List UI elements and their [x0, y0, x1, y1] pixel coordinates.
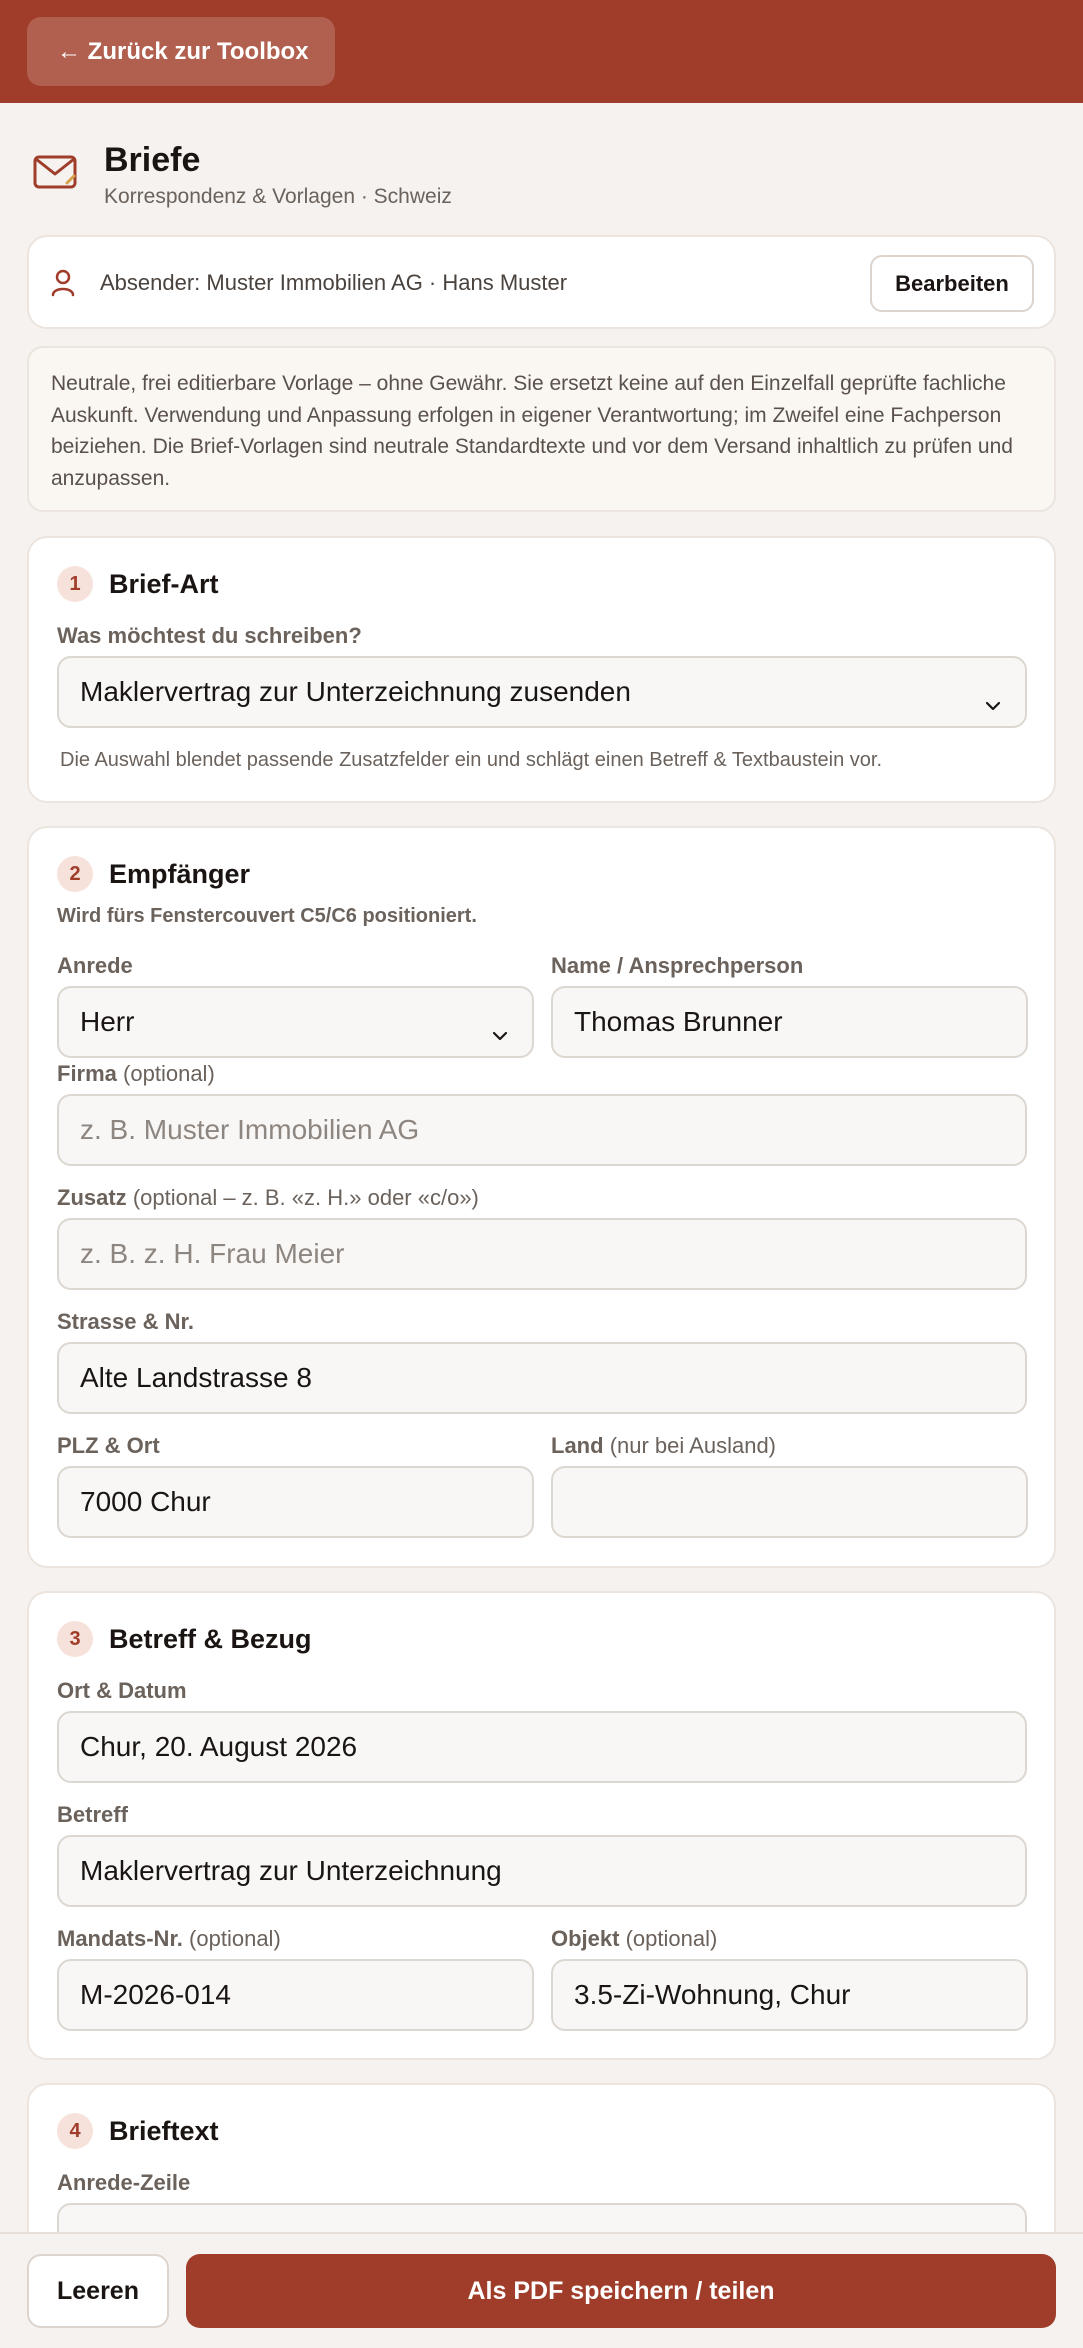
- brief-type-value: Maklervertrag zur Unterzeichnung zusenden: [80, 676, 631, 707]
- company-field[interactable]: [57, 1094, 1027, 1166]
- object-field[interactable]: [551, 1959, 1028, 2031]
- section-header: [57, 1621, 312, 1657]
- section-number: 1: [57, 566, 93, 602]
- section-number: 3: [57, 1621, 93, 1657]
- page-title: Briefe: [104, 141, 201, 179]
- mail-icon: [33, 153, 79, 196]
- object-value: 3.5-Zi-Wohnung, Chur: [574, 1979, 851, 2010]
- salutation-value: Herr: [80, 1006, 135, 1037]
- section-header: [57, 566, 219, 602]
- zip-city-value: 7000 Chur: [80, 1486, 211, 1517]
- street-value: Alte Landstrasse 8: [80, 1362, 312, 1393]
- section-header: [57, 856, 250, 892]
- extra-optional: (optional – z. B. «z. H.» oder «c/o»): [132, 1185, 479, 1210]
- country-field[interactable]: [551, 1466, 1028, 1538]
- date-value: Chur, 20. August 2026: [80, 1731, 358, 1762]
- company-optional: (optional): [123, 1061, 215, 1086]
- sender-text: Absender: Muster Immobilien AG · Hans Muster: [100, 270, 568, 295]
- edit-sender-button[interactable]: Bearbeiten: [870, 255, 1034, 312]
- street-label: Strasse & Nr.: [57, 1309, 194, 1334]
- country-label: [551, 1433, 776, 1459]
- greeting-label: Anrede-Zeile: [57, 2170, 191, 2195]
- zip-label: PLZ & Ort: [57, 1433, 160, 1458]
- company-placeholder: z. B. Muster Immobilien AG: [80, 1114, 420, 1145]
- mandate-label: [57, 1926, 281, 1952]
- back-button-label: ← Zurück zur Toolbox: [57, 37, 309, 65]
- section-betreff: [27, 1591, 1056, 2060]
- section-empfaenger: [27, 826, 1056, 1568]
- date-field[interactable]: [57, 1711, 1027, 1783]
- section-brief-art: [27, 536, 1056, 803]
- salutation-select[interactable]: [57, 986, 534, 1058]
- extra-label: [57, 1185, 479, 1211]
- disclaimer-notice: Neutrale, frei editierbare Vorlage – ohne Gewähr. Sie ersetzt keine auf den Einzelfall geprüfte fachliche Auskunft. Verwendung und Anpassung erfolgen in eigener Verantwortung; im Zweifel eine Fachperson beiziehen. Die Brief-Vorlagen sind neutrale Standardtexte und vor dem Versand inhaltlich zu prüfen und anzupassen.: [27, 346, 1056, 512]
- section-title: Brieftext: [109, 2115, 219, 2146]
- sender-card: [27, 235, 1056, 329]
- clear-button[interactable]: Leeren: [27, 2254, 169, 2328]
- section-title: Empfänger: [109, 858, 251, 889]
- page-header: [0, 133, 1083, 213]
- mandate-optional: (optional): [189, 1926, 281, 1951]
- section-header: [57, 2113, 219, 2149]
- country-optional: (nur bei Ausland): [609, 1433, 777, 1458]
- name-field[interactable]: [551, 986, 1028, 1058]
- street-field[interactable]: [57, 1342, 1027, 1414]
- mandate-value: M-2026-014: [80, 1979, 231, 2010]
- chevron-down-icon: [985, 686, 1001, 718]
- object-label-text: Objekt: [551, 1926, 620, 1951]
- recipient-hint: Wird fürs Fenstercouvert C5/C6 positioniert.: [57, 905, 477, 927]
- save-pdf-button[interactable]: Als PDF speichern / teilen: [186, 2254, 1056, 2328]
- salutation-label: Anrede: [57, 953, 133, 978]
- page-subtitle: Korrespondenz & Vorlagen · Schweiz: [104, 185, 452, 208]
- brief-type-select[interactable]: [57, 656, 1027, 728]
- object-optional: (optional): [625, 1926, 718, 1951]
- back-to-toolbox-button[interactable]: [27, 17, 335, 86]
- bottom-action-bar: [0, 2232, 1083, 2348]
- extra-label-text: Zusatz: [57, 1185, 127, 1210]
- zip-city-field[interactable]: [57, 1466, 534, 1538]
- name-value: Thomas Brunner: [574, 1006, 783, 1037]
- user-icon: [51, 269, 75, 302]
- section-number: 2: [57, 856, 93, 892]
- date-label: Ort & Datum: [57, 1678, 187, 1703]
- subject-value: Maklervertrag zur Unterzeichnung: [80, 1855, 502, 1886]
- section-number: 4: [57, 2113, 93, 2149]
- brief-type-label: Was möchtest du schreiben?: [57, 623, 362, 648]
- mandate-field[interactable]: [57, 1959, 534, 2031]
- chevron-down-icon: [492, 1016, 508, 1048]
- mandate-label-text: Mandats-Nr.: [57, 1926, 183, 1951]
- company-label: [57, 1061, 215, 1087]
- country-label-text: Land: [551, 1433, 604, 1458]
- brief-type-hint: Die Auswahl blendet passende Zusatzfelder ein und schlägt einen Betreff & Textbaustein vor.: [60, 749, 883, 771]
- section-title: Betreff & Bezug: [109, 1623, 312, 1654]
- subject-field[interactable]: [57, 1835, 1027, 1907]
- section-title: Brief-Art: [109, 568, 219, 599]
- name-label: Name / Ansprechperson: [551, 953, 804, 978]
- subject-label: Betreff: [57, 1802, 128, 1827]
- extra-field[interactable]: [57, 1218, 1027, 1290]
- company-label-text: Firma: [57, 1061, 117, 1086]
- extra-placeholder: z. B. z. H. Frau Meier: [80, 1238, 345, 1269]
- top-bar: [0, 0, 1083, 103]
- object-label: [551, 1926, 717, 1952]
